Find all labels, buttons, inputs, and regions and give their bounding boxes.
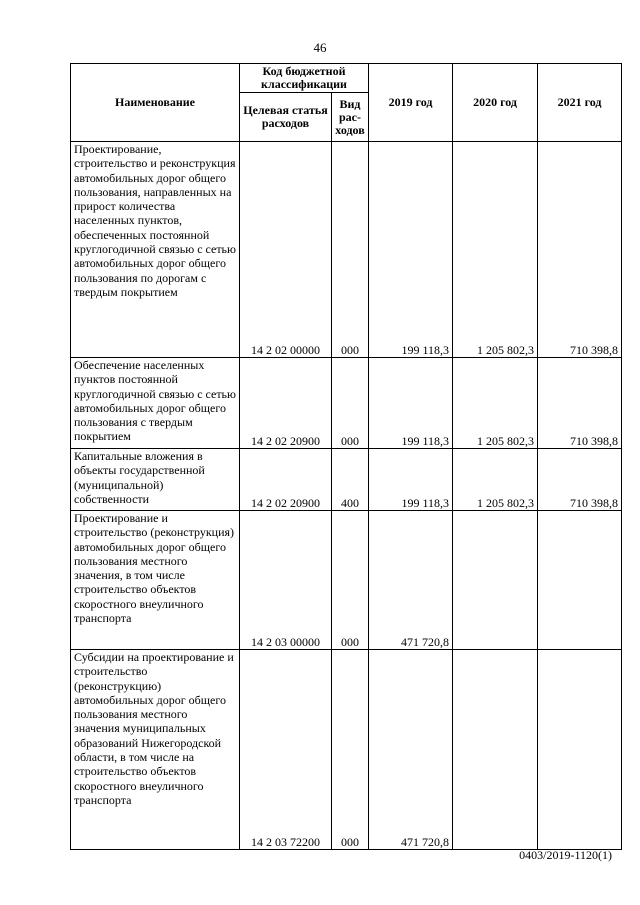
header-budget-code-group: Код бюджетной классификации xyxy=(240,64,369,93)
row-expense-type: 400 xyxy=(332,449,369,511)
header-2021: 2021 год xyxy=(538,64,622,142)
row-target-code: 14 2 02 00000 xyxy=(240,142,332,358)
row-name: Субсидии на проектирование и строительство (реконструкцию) автомобильных дорог общего пользования местного значения муниципальных образований Нижегородской области, в том числе на строительство объектов скоростного внеуличного транспорта xyxy=(71,650,240,850)
table-row xyxy=(71,449,622,511)
table-row xyxy=(71,650,622,850)
header-2020: 2020 год xyxy=(453,64,538,142)
row-name: Обеспечение населенных пунктов постоянной круглогодичной связью с сетью автомобильных дорог общего пользования с твердым покрытием xyxy=(71,358,240,449)
row-value-2020: 1 205 802,3 xyxy=(453,358,538,449)
header-name: Наименование xyxy=(71,64,240,142)
row-value-2020: 1 205 802,3 xyxy=(453,142,538,358)
table-row xyxy=(71,142,622,358)
row-target-code: 14 2 02 20900 xyxy=(240,449,332,511)
header-2019: 2019 год xyxy=(369,64,453,142)
row-expense-type: 000 xyxy=(332,511,369,650)
row-value-2020 xyxy=(453,650,538,850)
header-expense-type: Вид рас-ходов xyxy=(332,93,369,142)
row-value-2021 xyxy=(538,511,622,650)
row-name: Капитальные вложения в объекты государственной (муниципальной) собственности xyxy=(71,449,240,511)
row-value-2021: 710 398,8 xyxy=(538,142,622,358)
row-value-2021 xyxy=(538,650,622,850)
row-value-2019: 199 118,3 xyxy=(369,142,453,358)
row-value-2019: 471 720,8 xyxy=(369,650,453,850)
row-value-2021: 710 398,8 xyxy=(538,358,622,449)
page-number: 46 xyxy=(313,40,327,55)
row-target-code: 14 2 02 20900 xyxy=(240,358,332,449)
row-target-code: 14 2 03 00000 xyxy=(240,511,332,650)
row-value-2020 xyxy=(453,511,538,650)
table-row xyxy=(71,511,622,650)
row-value-2019: 199 118,3 xyxy=(369,449,453,511)
row-value-2020: 1 205 802,3 xyxy=(453,449,538,511)
row-name: Проектирование, строительство и реконструкция автомобильных дорог общего пользования, направленных на прирост количества населенных пунктов, обеспеченных постоянной круглогодичной связью с сетью автомобильных дорог общего пользования по дорогам с твердым покрытием xyxy=(71,142,240,358)
row-target-code: 14 2 03 72200 xyxy=(240,650,332,850)
row-value-2019: 199 118,3 xyxy=(369,358,453,449)
document-code: 0403/2019-1120(1) xyxy=(519,848,612,862)
row-expense-type: 000 xyxy=(332,142,369,358)
row-value-2021: 710 398,8 xyxy=(538,449,622,511)
row-value-2019: 471 720,8 xyxy=(369,511,453,650)
table-row xyxy=(71,358,622,449)
row-expense-type: 000 xyxy=(332,650,369,850)
header-target-item: Целевая статья расходов xyxy=(240,93,332,142)
row-expense-type: 000 xyxy=(332,358,369,449)
budget-table xyxy=(70,63,622,850)
row-name: Проектирование и строительство (реконструкция) автомобильных дорог общего пользования местного значения, в том числе строительство объектов скоростного внеуличного транспорта xyxy=(71,511,240,650)
